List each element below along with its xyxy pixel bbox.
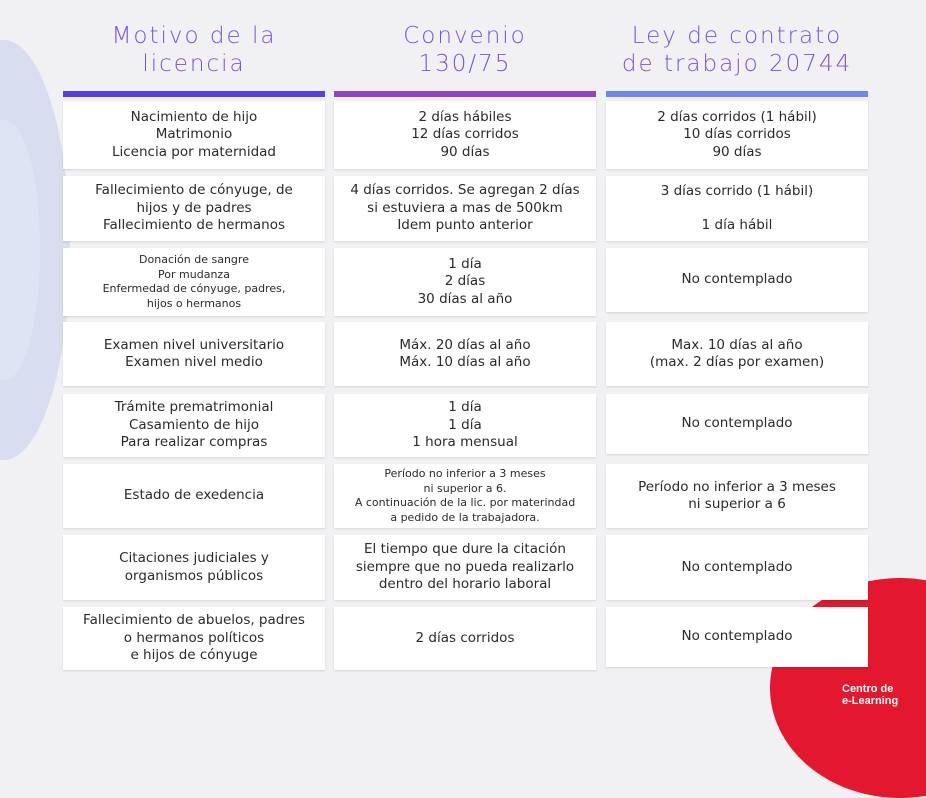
header-motivo: Motivo de la licencia	[111, 23, 277, 77]
cell-ley-5: No contemplado	[606, 394, 868, 454]
cell-motivo-3: Donación de sangre Por mudanza Enfermedad de cónyuge, padres, hijos o hermanos	[63, 248, 325, 316]
cell-ley-7: No contemplado	[606, 535, 868, 600]
header-ley: Ley de contrato de trabajo 20744	[621, 23, 853, 77]
cell-convenio-1: 2 días hábiles 12 días corridos 90 días	[334, 101, 596, 169]
header-convenio: Convenio 130/75	[403, 23, 527, 77]
cell-motivo-7: Citaciones judiciales y organismos públicos	[63, 535, 325, 600]
header-bar-ley	[606, 91, 868, 97]
cell-convenio-5: 1 día 1 día 1 hora mensual	[334, 394, 596, 457]
cell-ley-6: Período no inferior a 3 meses ni superior a 6	[606, 464, 868, 528]
cell-convenio-3: 1 día 2 días 30 días al año	[334, 248, 596, 316]
cell-motivo-2: Fallecimiento de cónyuge, de hijos y de padres Fallecimiento de hermanos	[63, 176, 325, 241]
header-bar-convenio	[334, 91, 596, 97]
cell-motivo-6: Estado de exedencia	[63, 464, 325, 528]
cell-ley-8: No contemplado	[606, 607, 868, 667]
cell-ley-4: Max. 10 días al año (max. 2 días por examen)	[606, 322, 868, 386]
cell-motivo-4: Examen nivel universitario Examen nivel medio	[63, 322, 325, 386]
cell-convenio-6: Período no inferior a 3 meses ni superior a 6. A continuación de la lic. por materindad a pedido de la trabajadora.	[334, 464, 596, 528]
cell-convenio-8: 2 días corridos	[334, 607, 596, 670]
cell-ley-1: 2 días corridos (1 hábil) 10 días corridos 90 días	[606, 101, 868, 169]
cell-convenio-7: El tiempo que dure la citación siempre que no pueda realizarlo dentro del horario laboral	[334, 535, 596, 600]
cell-ley-2: 3 días corrido (1 hábil) 1 día hábil	[606, 176, 868, 241]
cell-motivo-5: Trámite prematrimonial Casamiento de hijo Para realizar compras	[63, 394, 325, 457]
cell-motivo-8: Fallecimiento de abuelos, padres o hermanos políticos e hijos de cónyuge	[63, 607, 325, 670]
brand-logo-text: Centro de e-Learning	[842, 683, 899, 707]
cell-convenio-4: Máx. 20 días al año Máx. 10 días al año	[334, 322, 596, 386]
cell-convenio-2: 4 días corridos. Se agregan 2 días si estuviera a mas de 500km Idem punto anterior	[334, 176, 596, 241]
cell-ley-3: No contemplado	[606, 248, 868, 312]
header-bar-motivo	[63, 91, 325, 97]
cell-motivo-1: Nacimiento de hijo Matrimonio Licencia por maternidad	[63, 101, 325, 169]
